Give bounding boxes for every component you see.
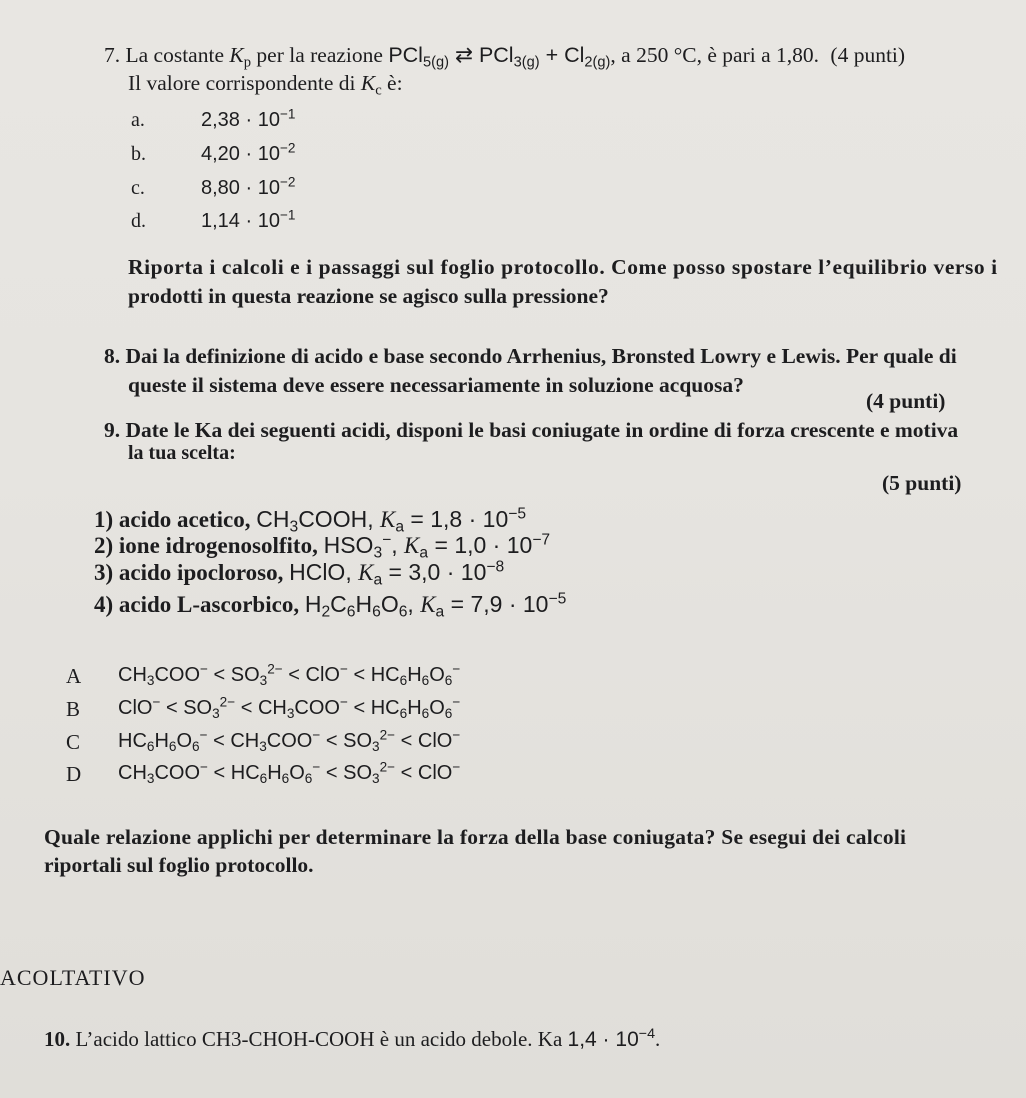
q9-follow-line2: riportali sul foglio protocollo. xyxy=(44,853,314,877)
acid-1: 1) acido acetico, $CH_3COOH$, $K_a = 1,8 \cdot 10^{-5}$ xyxy=(94,505,527,536)
q8-line1: 8. Dai la definizione di acido e base secondo Arrhenius, Bronsted Lowry e Lewis. Per quale di xyxy=(104,344,957,368)
exam-page: 7. La costante $K_p$ per la reazione PCl$_{5(g)}$ ⇄ $PCl_{3(g)} + Cl_{2(g)}$, a 250 °C, è pari a 1,80. (4 punti) Il valore corrispondente di $K_c$ è: a. $2,38 \cdot 10^{-1}$ b. $4,20 \cdot 10^{-2}$ c. $8,80 \cdot 10^{-2}$ d. $1,14 \cdot 10^{-1}$ Riporta i calcoli e i passaggi sul foglio protocollo. Come posso spostare l’equilibrio verso i prodotti in questa reazione se agisco sulla pressione? 8. Dai la definizione di acido e base secondo Arrhenius, Bronsted Lowry e Lewis. Per quale di queste il sistema deve essere necessariamente in soluzione acquosa? (4 punti) 9. Date le Ka dei seguenti acidi, disponi le basi coniugate in ordine di forza crescente e motiva la tua scelta: (5 punti) 1) acido acetico, $CH_3COOH$, $K_a = 1,8 \cdot 10^{-5}$ 2) ione idrogenosolfito, $HSO_3^-$, $K_a = 1,0 \cdot 10^{-7}$ 3) acido ipocloroso, HClO, $K_a = 3,0 \cdot 10^{-8}$ 4) acido L-ascorbico, $H_2C_6H_6O_6$, $K_a = 7,9 \cdot 10^{-5}$ A $CH_3COO^- < SO_3^{2-} < ClO^- < HC_6H_6O_6^-$ B $ClO^- < SO_3^{2-} < CH_3COO^- < HC_6H_6O_6^-$ C $HC_6H_6O_6^- < CH_3COO^- < SO_3^{2-} < ClO^-$ D $CH_3COO^- < HC_6H_6O_6^- < SO_3^{2-} < ClO^-$ Quale relazione applichi per determinare la forza della base coniugata? Se esegui dei calcoli riportali sul foglio protocollo. ACOLTATIVO 10. L’acido lattico CH3-CHOH-COOH è un acido debole. Ka $1,4 \cdot 10^{-4}$. xyxy=(0,0,1026,1098)
q10-line: 10. L’acido lattico CH3-CHOH-COOH è un acido debole. Ka $1,4 \cdot 10^{-4}$. xyxy=(44,1026,661,1051)
q9-points: (5 punti) xyxy=(882,471,962,495)
q9-line2: la tua scelta: xyxy=(128,442,236,464)
answer-d-order: $CH_3COO^- < HC_6H_6O_6^- < SO_3^{2-} < ClO^-$ xyxy=(118,759,461,787)
acid-4: 4) acido L-ascorbico, $H_2C_6H_6O_6$, $K_a = 7,9 \cdot 10^{-5}$ xyxy=(94,590,567,621)
q7-note-line2: prodotti in questa reazione se agisco sulla pressione? xyxy=(128,284,609,308)
q7-line1: 7. La costante $K_p$ per la reazione PCl$_{5(g)}$ ⇄ $PCl_{3(g)} + Cl_{2(g)}$, a 250 °C, è pari a 1,80. (4 punti) xyxy=(104,43,906,71)
section-header: ACOLTATIVO xyxy=(0,965,146,990)
q9-follow-line1: Quale relazione applichi per determinare la forza della base coniugata? Se esegui dei calcoli xyxy=(44,825,907,849)
acid-2: 2) ione idrogenosolfito, $HSO_3^-$, $K_a = 1,0 \cdot 10^{-7}$ xyxy=(94,531,551,562)
q9-line1: 9. Date le Ka dei seguenti acidi, disponi le basi coniugate in ordine di forza crescente e motiva xyxy=(104,418,959,442)
q8-line2: queste il sistema deve essere necessariamente in soluzione acquosa? xyxy=(128,373,744,397)
acid-3: 3) acido ipocloroso, HClO, $K_a = 3,0 \cdot 10^{-8}$ xyxy=(94,558,505,589)
q7-note-line1: Riporta i calcoli e i passaggi sul foglio protocollo. Come posso spostare l’equilibrio verso i xyxy=(128,255,998,279)
answer-a-order: $CH_3COO^- < SO_3^{2-} < ClO^- < HC_6H_6O_6^-$ xyxy=(118,661,461,689)
q8-points: (4 punti) xyxy=(866,389,946,413)
q7-line2: Il valore corrispondente di $K_c$ è: xyxy=(128,71,403,99)
answer-c-order: $HC_6H_6O_6^- < CH_3COO^- < SO_3^{2-} < ClO^-$ xyxy=(118,727,461,755)
answer-b-order: $ClO^- < SO_3^{2-} < CH_3COO^- < HC_6H_6O_6^-$ xyxy=(118,694,461,722)
